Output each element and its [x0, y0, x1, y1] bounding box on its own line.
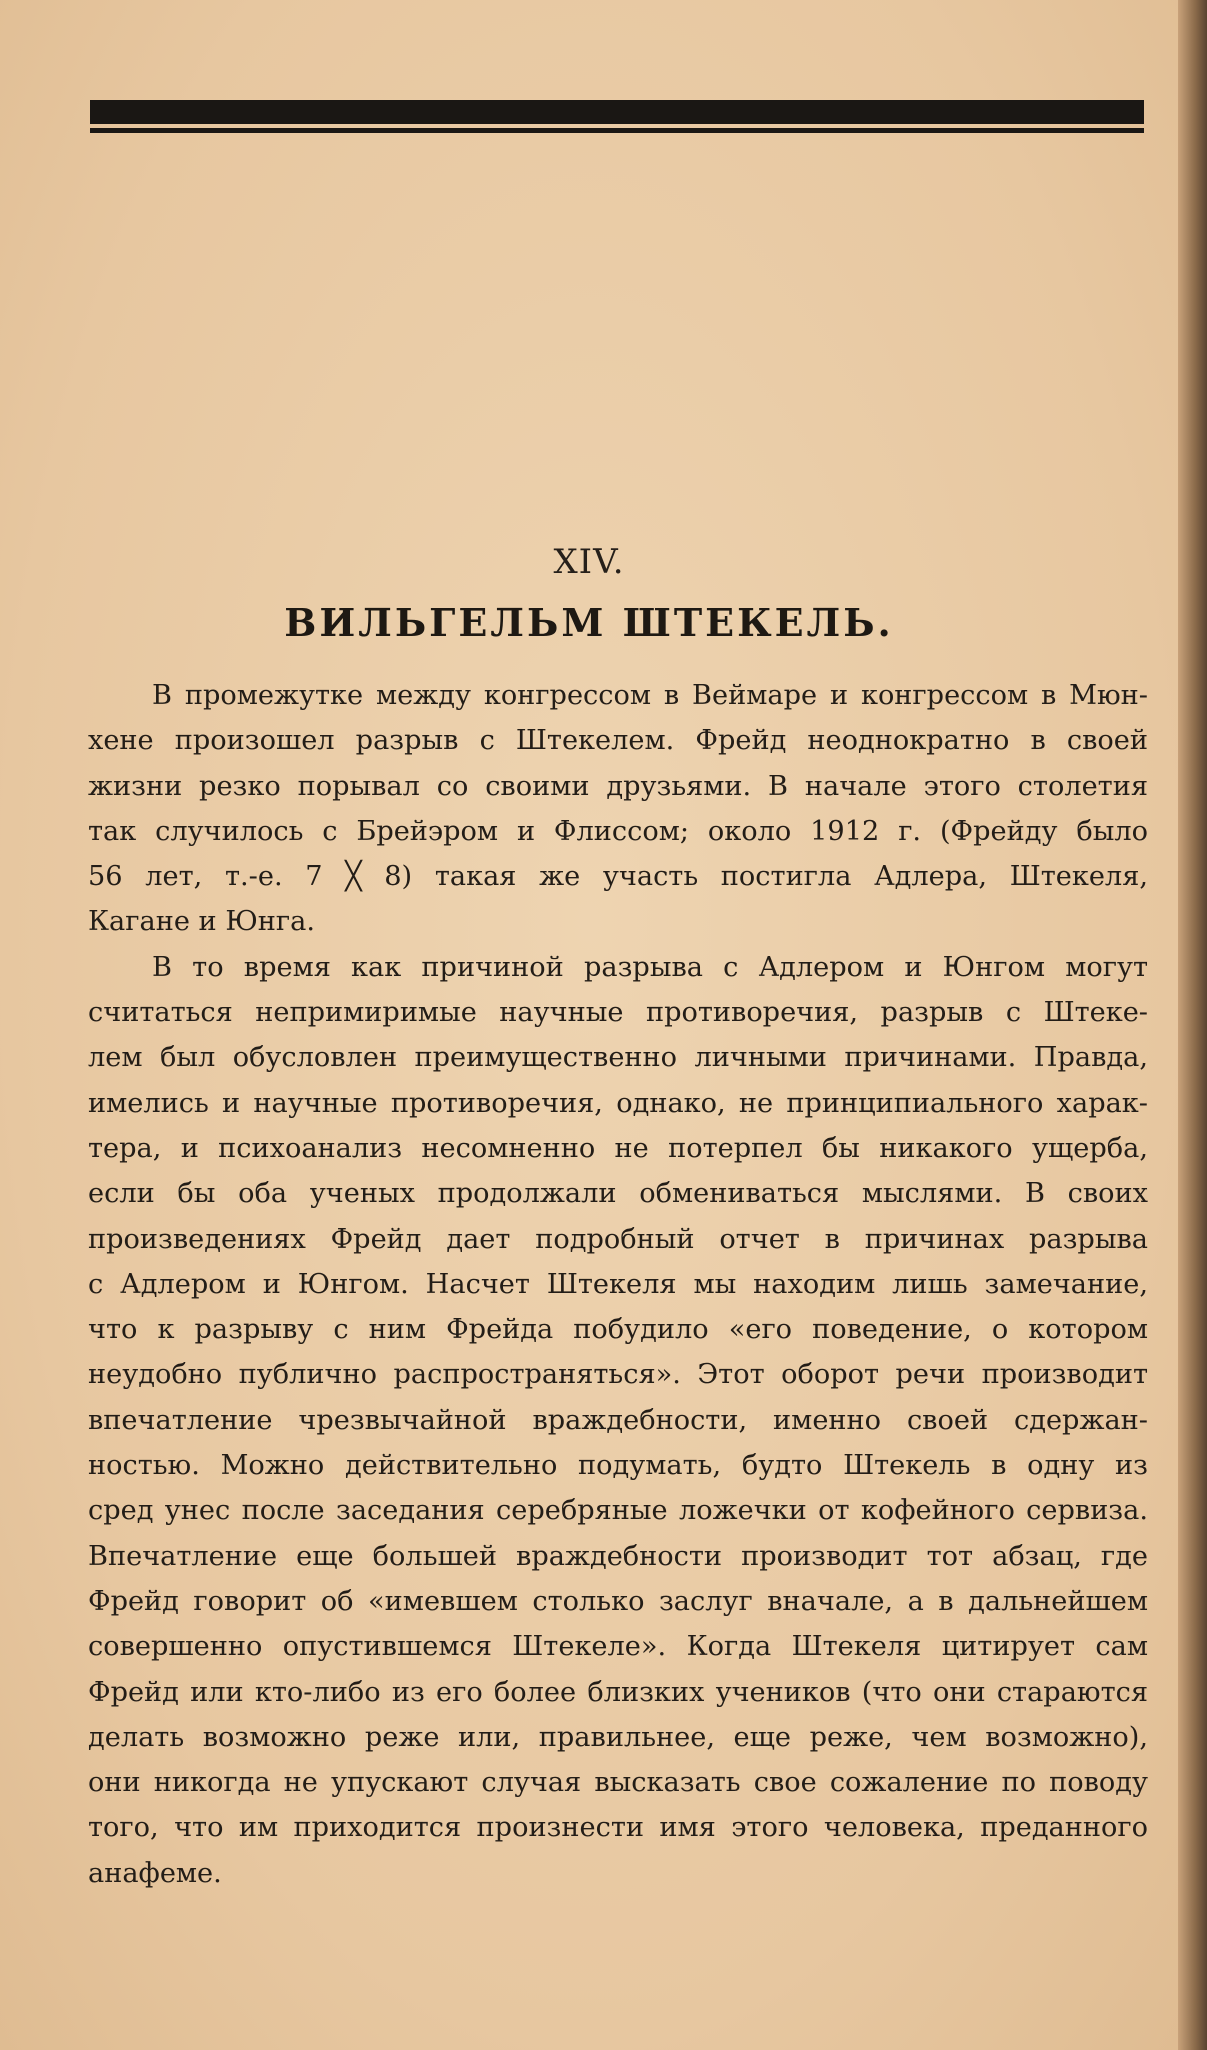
- text-line: хене произошел разрыв с Штекелем. Фрейд неоднократно в своей: [88, 725, 1148, 757]
- text-line: делать возможно реже или, правильнее, еще реже, чем возможно),: [88, 1721, 1148, 1753]
- text-line: совершенно опустившемся Штекеле». Когда Штекеля цитирует сам: [88, 1631, 1148, 1663]
- text-line: они никогда не упускают случая высказать свое сожаление по поводу: [88, 1767, 1148, 1799]
- text-line: ностью. Можно действительно подумать, будто Штекель в одну из: [88, 1450, 1148, 1482]
- text-line: В то время как причиной разрыва с Адлером и Юнгом могут: [152, 951, 1148, 983]
- paragraph-1: [88, 673, 1148, 945]
- text-line: неудобно публично распространяться». Этот оборот речи производит: [88, 1359, 1148, 1391]
- chapter-title: ВИЛЬГЕЛЬМ ШТЕКЕЛЬ.: [284, 600, 894, 645]
- text-line: В промежутке между конгрессом в Веймаре и конгрессом в Мюн-: [152, 680, 1148, 711]
- header-rule-thick: [90, 100, 1144, 124]
- paragraph-2: [88, 945, 1148, 1896]
- text-line: Фрейд или кто-либо из его более близких учеников (что они стараются: [88, 1676, 1148, 1708]
- text-line: произведениях Фрейд дает подробный отчет в причинах разрыва: [88, 1223, 1148, 1255]
- text-line: Кагане и Юнга.: [88, 906, 315, 938]
- header-rule-thin: [90, 128, 1144, 133]
- text-line: Впечатление еще большей враждебности производит тот абзац, где: [88, 1540, 1148, 1572]
- text-line: того, что им приходится произнести имя этого человека, преданного: [88, 1812, 1148, 1844]
- text-line: тера, и психоанализ несомненно не потерпел бы никакого ущерба,: [88, 1132, 1148, 1164]
- chapter-number: XIV.: [553, 542, 625, 582]
- text-line: имелись и научные противоречия, однако, не принципиального харак-: [88, 1087, 1148, 1119]
- text-line: что к разрыву с ним Фрейда побудило «его поведение, о котором: [88, 1314, 1148, 1346]
- book-binding-edge: [1178, 0, 1207, 2050]
- text-line: если бы оба ученых продолжали обмениваться мыслями. В своих: [88, 1178, 1148, 1210]
- text-line: считаться непримиримые научные противоречия, разрыв с Штеке-: [88, 997, 1148, 1029]
- text-line: Фрейд говорит об «имевшем столько заслуг вначале, а в дальнейшем: [88, 1585, 1148, 1617]
- text-line: лем был обусловлен преимущественно личными причинами. Правда,: [88, 1042, 1148, 1074]
- body-text: [88, 673, 1148, 1896]
- text-line: анафеме.: [88, 1857, 222, 1889]
- text-line: жизни резко порывал со своими друзьями. В начале этого столетия: [88, 770, 1148, 802]
- text-line: впечатление чрезвычайной враждебности, именно своей сдержан-: [88, 1404, 1148, 1436]
- text-line: с Адлером и Юнгом. Насчет Штекеля мы находим лишь замечание,: [88, 1268, 1148, 1300]
- text-line: так случилось с Брейэром и Флиссом; около 1912 г. (Фрейду было: [88, 815, 1148, 847]
- text-line: сред унес после заседания серебряные ложечки от кофейного сервиза.: [88, 1495, 1148, 1527]
- text-line: 56 лет, т.-е. 7 ╳ 8) такая же участь постигла Адлера, Штекеля,: [88, 861, 1148, 893]
